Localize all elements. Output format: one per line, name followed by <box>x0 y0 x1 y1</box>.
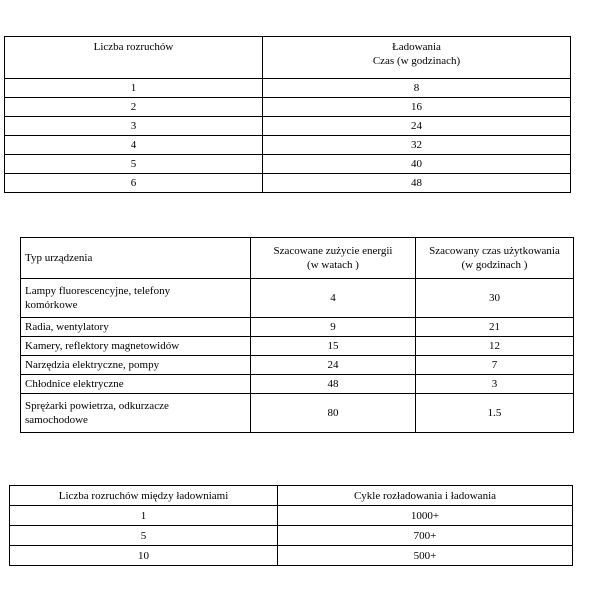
table-row <box>21 318 574 337</box>
cell-cycles: 700+ <box>278 526 573 546</box>
cell-cycles: 500+ <box>278 546 573 566</box>
header-cell-charging: Ładowania Czas (w godzinach) <box>263 37 571 79</box>
cell-device: Lampy fluorescencyjne, telefony komórkowe <box>21 279 251 318</box>
table-row <box>21 356 574 375</box>
table-row <box>10 526 573 546</box>
cell-device: Chłodnice elektryczne <box>21 375 251 394</box>
cell-starts: 10 <box>10 546 278 566</box>
cell-device: Sprężarki powietrza, odkurzacze samochodowe <box>21 394 251 433</box>
cell-starts: 5 <box>10 526 278 546</box>
header-cell-starts-between-charges: Liczba rozruchów między ładowniami <box>10 486 278 506</box>
header-cell-cycles: Cykle rozładowania i ładowania <box>278 486 573 506</box>
cell-cycles: 1000+ <box>278 506 573 526</box>
table-row <box>10 506 573 526</box>
table-header-row <box>10 486 573 506</box>
cell-hours: 7 <box>416 356 574 375</box>
cell-hours: 1.5 <box>416 394 574 433</box>
cell-hours: 3 <box>416 375 574 394</box>
cell-watts: 80 <box>251 394 416 433</box>
cell-starts: 1 <box>10 506 278 526</box>
cell-watts: 4 <box>251 279 416 318</box>
cell-watts: 48 <box>251 375 416 394</box>
cell-hours: 32 <box>263 136 571 155</box>
header-cell-usage-time: Szacowany czas użytkowania (w godzinach ) <box>416 238 574 279</box>
cell-starts: 3 <box>5 117 263 136</box>
cell-starts: 2 <box>5 98 263 117</box>
cell-device: Narzędzia elektryczne, pompy <box>21 356 251 375</box>
cell-starts: 4 <box>5 136 263 155</box>
cell-watts: 24 <box>251 356 416 375</box>
header-cell-device: Typ urządzenia <box>21 238 251 279</box>
table-row <box>21 394 574 433</box>
table-row <box>21 337 574 356</box>
table-row <box>5 174 571 193</box>
discharge-cycles-table <box>9 485 573 566</box>
table-row <box>5 79 571 98</box>
cell-hours: 30 <box>416 279 574 318</box>
cell-device: Radia, wentylatory <box>21 318 251 337</box>
cell-starts: 5 <box>5 155 263 174</box>
table-row <box>5 136 571 155</box>
cell-hours: 12 <box>416 337 574 356</box>
device-consumption-table <box>20 237 574 433</box>
header-cell-energy: Szacowane zużycie energii (w watach ) <box>251 238 416 279</box>
cell-device: Kamery, reflektory magnetowidów <box>21 337 251 356</box>
cell-hours: 24 <box>263 117 571 136</box>
table-row <box>21 375 574 394</box>
table-row <box>5 117 571 136</box>
cell-watts: 15 <box>251 337 416 356</box>
table-row <box>10 546 573 566</box>
table-row <box>21 279 574 318</box>
table-row <box>5 98 571 117</box>
table-row <box>5 155 571 174</box>
charging-time-table <box>4 36 571 193</box>
table-header-row <box>21 238 574 279</box>
cell-watts: 9 <box>251 318 416 337</box>
cell-hours: 21 <box>416 318 574 337</box>
cell-hours: 48 <box>263 174 571 193</box>
cell-hours: 16 <box>263 98 571 117</box>
cell-hours: 8 <box>263 79 571 98</box>
cell-starts: 1 <box>5 79 263 98</box>
header-cell-starts: Liczba rozruchów <box>5 37 263 79</box>
cell-starts: 6 <box>5 174 263 193</box>
table-header-row <box>5 37 571 79</box>
cell-hours: 40 <box>263 155 571 174</box>
